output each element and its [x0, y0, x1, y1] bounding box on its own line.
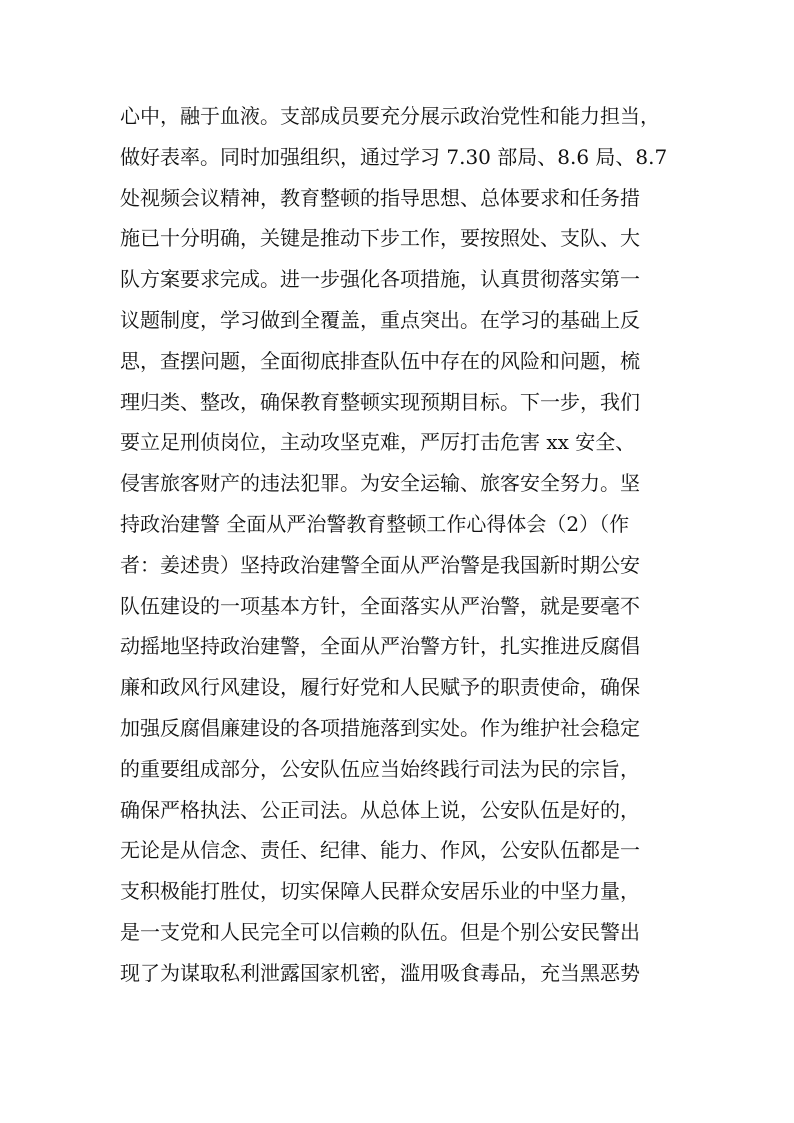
text-line: 队方案要求完成。进一步强化各项措施，认真贯彻落实第一: [120, 267, 640, 292]
text-line: 确保严格执法、公正司法。从总体上说，公安队伍是好的，: [120, 797, 640, 822]
text-line: 理归类、整改，确保教育整顿实现预期目标。下一步，我们: [120, 389, 640, 414]
text-line: 施已十分明确，关键是推动下步工作，要按照处、支队、大: [120, 226, 640, 251]
text-line: 议题制度，学习做到全覆盖，重点突出。在学习的基础上反: [120, 307, 640, 332]
text-line: 廉和政风行风建设，履行好党和人民赋予的职责使命，确保: [120, 675, 640, 700]
text-line: 现了为谋取私利泄露国家机密，滥用吸食毒品，充当黑恶势: [120, 960, 640, 985]
text-line: 处视频会议精神，教育整顿的指导思想、总体要求和任务措: [120, 185, 640, 210]
text-line: 者：姜述贵）坚持政治建警全面从严治警是我国新时期公安: [120, 552, 640, 577]
text-line: 是一支党和人民完全可以信赖的队伍。但是个别公安民警出: [120, 919, 640, 944]
text-line: 侵害旅客财产的违法犯罪。为安全运输、旅客安全努力。坚: [120, 471, 640, 496]
text-line: 无论是从信念、责任、纪律、能力、作风，公安队伍都是一: [120, 838, 640, 863]
text-line: 的重要组成部分，公安队伍应当始终践行司法为民的宗旨，: [120, 756, 640, 781]
text-line: 心中，融于血液。支部成员要充分展示政治党性和能力担当，: [120, 104, 660, 128]
text-line: 思，查摆问题，全面彻底排查队伍中存在的风险和问题，梳: [120, 348, 640, 373]
text-line: 队伍建设的一项基本方针，全面落实从严治警，就是要毫不: [120, 593, 640, 618]
body-text: [120, 96, 680, 994]
text-line: 动摇地坚持政治建警，全面从严治警方针，扎实推进反腐倡: [120, 634, 640, 659]
text-line: 要立足刑侦岗位，主动攻坚克难，严厉打击危害 xx 安全、: [120, 430, 636, 455]
text-line: 加强反腐倡廉建设的各项措施落到实处。作为维护社会稳定: [120, 715, 640, 740]
text-line: 持政治建警 全面从严治警教育整顿工作心得体会（2）（作: [120, 511, 630, 536]
text-line: 做好表率。同时加强组织，通过学习 7.30 部局、8.6 局、8.7: [120, 144, 668, 169]
text-line: 支积极能打胜仗，切实保障人民群众安居乐业的中坚力量，: [120, 879, 640, 904]
